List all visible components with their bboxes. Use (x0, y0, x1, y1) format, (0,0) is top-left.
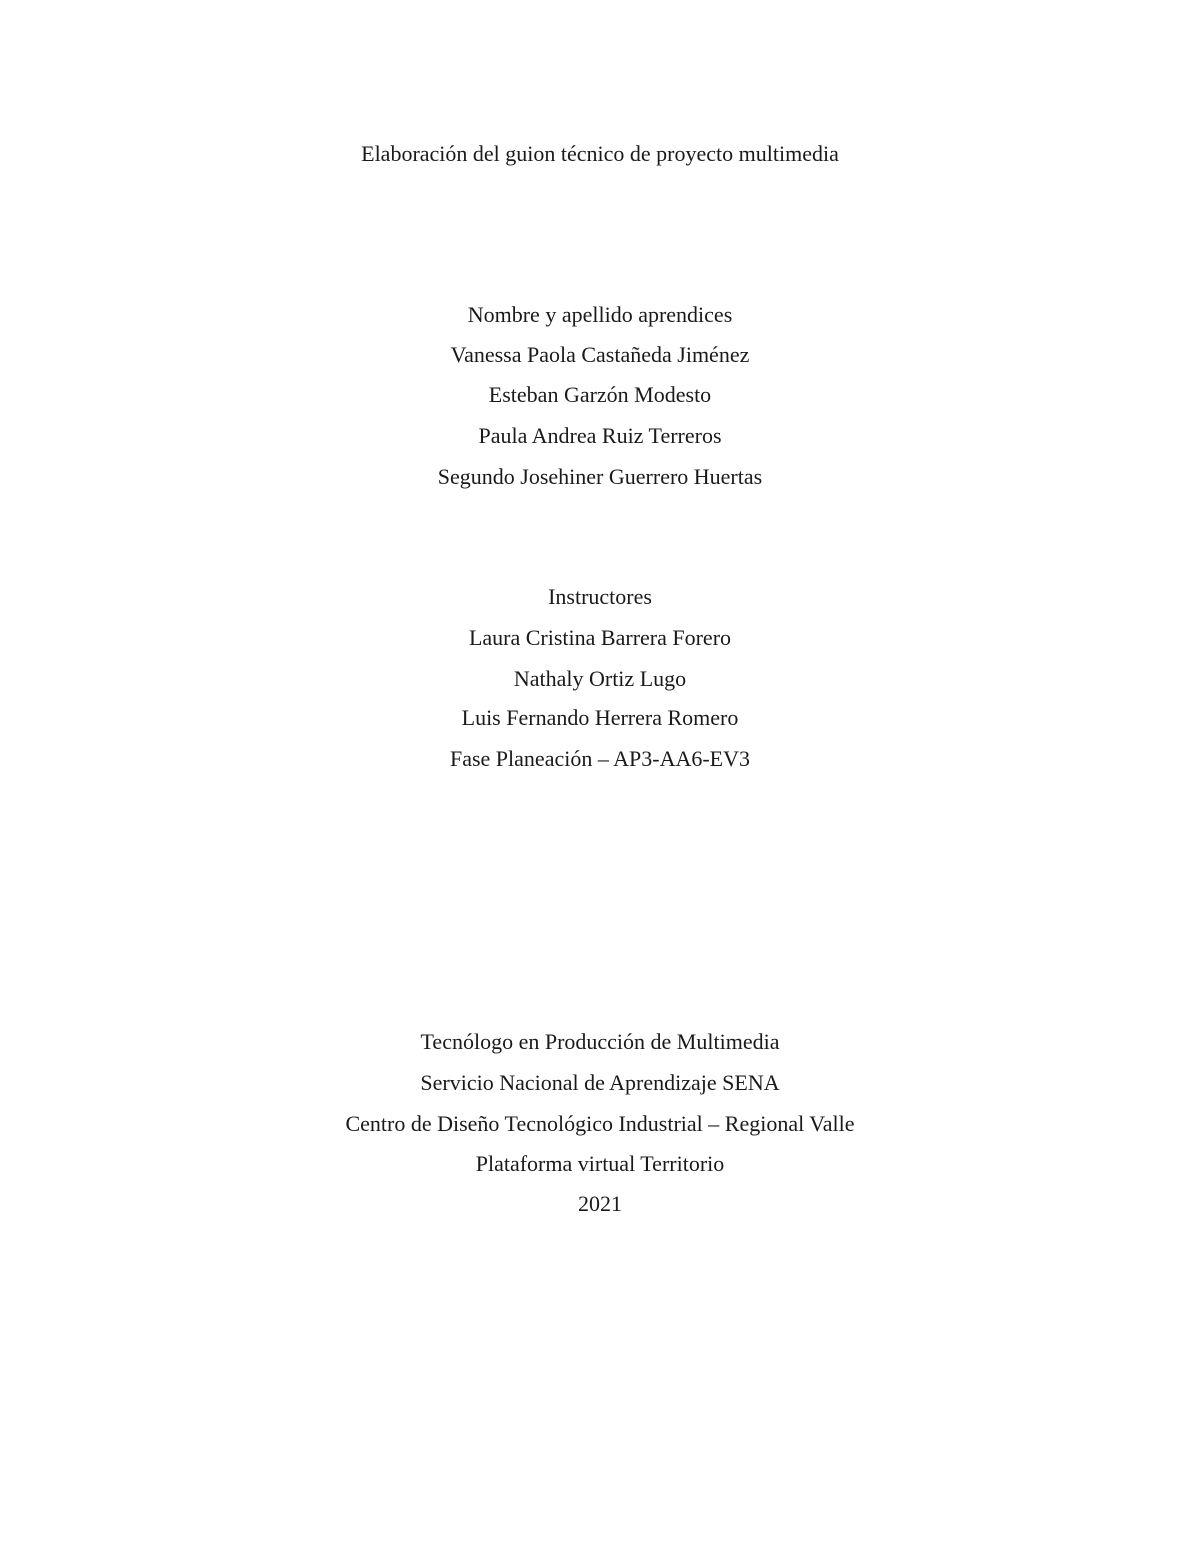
student-name: Vanessa Paola Castañeda Jiménez (450, 342, 750, 367)
program-name: Tecnólogo en Producción de Multimedia (420, 1029, 780, 1054)
instructor-name: Nathaly Ortiz Lugo (513, 666, 687, 691)
document-year: 2021 (578, 1191, 622, 1216)
instructor-name: Luis Fernando Herrera Romero (461, 705, 739, 730)
students-heading: Nombre y apellido aprendices (467, 302, 733, 327)
student-name: Paula Andrea Ruiz Terreros (478, 423, 722, 448)
instructors-heading: Instructores (548, 584, 652, 609)
student-name: Esteban Garzón Modesto (488, 382, 712, 407)
instructor-name: Laura Cristina Barrera Forero (468, 625, 732, 650)
institution-name: Servicio Nacional de Aprendizaje SENA (420, 1070, 780, 1095)
center-name: Centro de Diseño Tecnológico Industrial – Regional Valle (345, 1111, 855, 1136)
student-name: Segundo Josehiner Guerrero Huertas (437, 464, 763, 489)
phase-label: Fase Planeación – AP3-AA6-EV3 (449, 746, 750, 771)
document-title: Elaboración del guion técnico de proyecto multimedia (361, 141, 839, 166)
platform-name: Plataforma virtual Territorio (475, 1151, 725, 1176)
